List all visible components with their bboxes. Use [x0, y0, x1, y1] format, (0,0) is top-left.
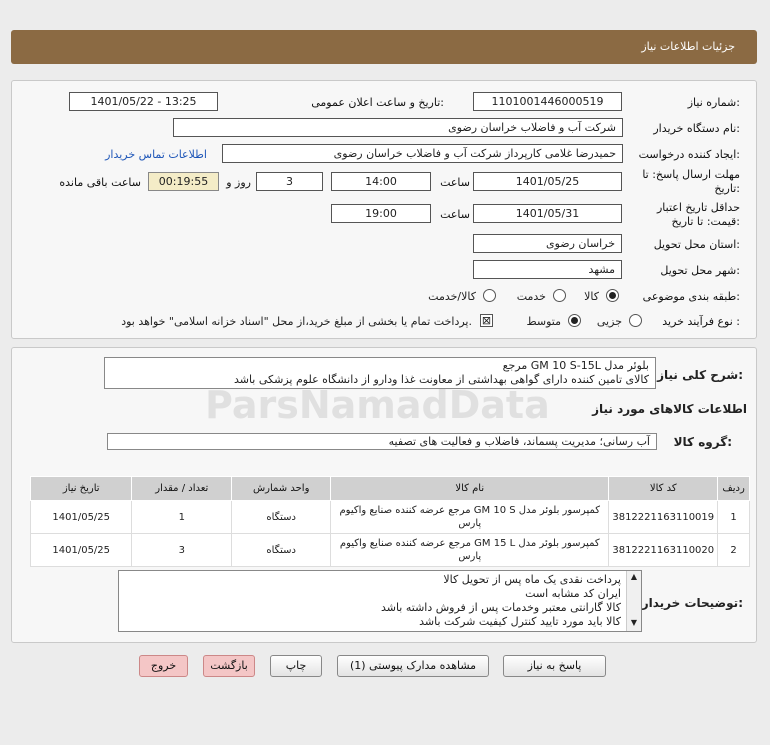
delivery-city-label: شهر محل تحویل:	[660, 264, 740, 277]
cell-unit: دستگاه	[232, 534, 331, 567]
exit-button[interactable]: خروج	[139, 655, 188, 677]
notes-scrollbar[interactable]	[626, 571, 641, 631]
remaining-time-label: ساعت باقی مانده	[59, 176, 141, 189]
table-row[interactable]	[31, 501, 750, 534]
page-title: جزئیات اطلاعات نیاز	[641, 40, 735, 53]
cell-name: کمپرسور بلوئر مدل GM 15 L مرجع عرضه کننده صنایع واکیوم پارس	[331, 534, 609, 567]
col-date: تاریخ نیاز	[31, 477, 132, 501]
creator-label: ایجاد کننده درخواست:	[638, 148, 740, 161]
delivery-city-field[interactable]: مشهد	[473, 260, 622, 279]
col-row: ردیف	[718, 477, 750, 501]
scroll-up-icon[interactable]: ▲	[630, 572, 638, 581]
cell-qty: 3	[132, 534, 232, 567]
treasury-checkbox[interactable]: ⊠	[481, 314, 492, 327]
table-row[interactable]	[31, 534, 750, 567]
deadline-label-line2: تاریخ:	[714, 182, 740, 195]
summary-line-1: بلوئر مدل GM 10 S-15L مرجع	[502, 359, 649, 372]
need-number-field[interactable]: 1101001446000519	[473, 92, 622, 111]
cell-qty: 1	[132, 501, 232, 534]
validity-date-field[interactable]: 1401/05/31	[473, 204, 622, 223]
goods-table-header	[31, 477, 750, 501]
delivery-province-field[interactable]: خراسان رضوی	[473, 234, 622, 253]
need-number-label: شماره نیاز:	[687, 96, 740, 109]
summary-line-2: کالای تامین کننده دارای گواهی بهداشتی از معاونت غذا ودارو از دانشگاه علوم پزشکی باشد	[233, 373, 649, 386]
category-radio-service[interactable]	[553, 289, 566, 302]
buyer-notes-box[interactable]	[118, 570, 642, 632]
reply-button[interactable]: پاسخ به نیاز	[503, 655, 606, 677]
col-qty: تعداد / مقدار	[132, 477, 232, 501]
delivery-province-label: استان محل تحویل:	[653, 238, 740, 251]
treasury-payment-note: پرداخت تمام یا بخشی از مبلغ خرید،از محل "اسناد خزانه اسلامی" خواهد بود.	[121, 315, 472, 328]
col-code: کد کالا	[609, 477, 718, 501]
process-option-minor: جزیی	[596, 315, 622, 328]
buyer-org-field[interactable]: شرکت آب و فاضلاب خراسان رضوی	[173, 118, 623, 137]
validity-label-line2: قیمت: تا تاریخ:	[671, 215, 740, 228]
process-type-label: نوع فرآیند خرید :	[662, 315, 740, 328]
category-option-service: خدمت	[516, 290, 546, 303]
goods-group-label: گروه کالا:	[673, 435, 732, 449]
days-label: روز و	[226, 176, 251, 189]
announce-datetime-label: تاریخ و ساعت اعلان عمومی:	[311, 96, 444, 109]
creator-field[interactable]: حمیدرضا غلامی کارپرداز شرکت آب و فاضلاب خراسان رضوی	[222, 144, 623, 163]
back-button[interactable]: بازگشت	[203, 655, 255, 677]
deadline-time-field[interactable]: 14:00	[331, 172, 431, 191]
buyer-org-label: نام دستگاه خریدار:	[653, 122, 740, 135]
process-radio-medium[interactable]	[568, 314, 581, 327]
buyer-note-line: کالا گارانتی معتبر وخدمات پس از فروش داشته باشد	[380, 601, 621, 614]
announce-datetime-field[interactable]: 1401/05/22 - 13:25	[69, 92, 218, 111]
goods-table	[30, 476, 750, 567]
validity-time-field[interactable]: 19:00	[331, 204, 431, 223]
cell-name: کمپرسور بلوئر مدل GM 10 S مرجع عرضه کننده صنایع واکیوم پارس	[331, 501, 609, 534]
goods-group-field[interactable]: آب رسانی؛ مدیریت پسماند، فاضلاب و فعالیت های تصفیه	[107, 433, 657, 450]
cell-unit: دستگاه	[232, 501, 331, 534]
buyer-note-line: پرداخت نقدی یک ماه پس از تحویل کالا	[443, 573, 621, 586]
cell-date: 1401/05/25	[31, 501, 132, 534]
remaining-days-field[interactable]: 3	[256, 172, 323, 191]
remaining-time-field: 00:19:55	[148, 172, 219, 191]
validity-label-line1: حداقل تاریخ اعتبار	[656, 201, 740, 214]
buyer-note-line: کالا باید مورد تایید کنترل کیفیت شرکت باشد	[419, 615, 621, 628]
process-radio-minor[interactable]	[629, 314, 642, 327]
cell-row: 2	[718, 534, 750, 567]
col-unit: واحد شمارش	[232, 477, 331, 501]
validity-time-label: ساعت	[440, 208, 470, 221]
col-name: نام کالا	[331, 477, 609, 501]
cell-code: 3812221163110019	[609, 501, 718, 534]
buyer-notes-label: توضیحات خریدار:	[641, 596, 743, 610]
print-button[interactable]: چاپ	[270, 655, 322, 677]
scroll-down-icon[interactable]: ▼	[630, 618, 638, 627]
category-option-goods-service: کالا/خدمت	[428, 290, 476, 303]
deadline-date-field[interactable]: 1401/05/25	[473, 172, 622, 191]
cell-row: 1	[718, 501, 750, 534]
category-option-goods: کالا	[584, 290, 599, 303]
page-header	[11, 30, 757, 64]
deadline-time-label: ساعت	[440, 176, 470, 189]
category-radio-goods-service[interactable]	[483, 289, 496, 302]
buyer-note-line: ایران کد مشابه است	[525, 587, 621, 600]
cell-date: 1401/05/25	[31, 534, 132, 567]
cell-code: 3812221163110020	[609, 534, 718, 567]
category-label: طبقه بندی موضوعی:	[642, 290, 740, 303]
goods-section-title: اطلاعات کالاهای مورد نیاز	[592, 402, 747, 416]
category-radio-goods[interactable]	[606, 289, 619, 302]
summary-box	[104, 357, 656, 389]
summary-label: شرح کلی نیاز:	[657, 368, 743, 382]
deadline-label-line1: مهلت ارسال پاسخ: تا	[642, 168, 740, 181]
buyer-contact-link[interactable]: اطلاعات تماس خریدار	[105, 148, 207, 161]
view-attachments-button[interactable]: مشاهده مدارک پیوستی (1)	[337, 655, 489, 677]
process-option-medium: متوسط	[526, 315, 561, 328]
